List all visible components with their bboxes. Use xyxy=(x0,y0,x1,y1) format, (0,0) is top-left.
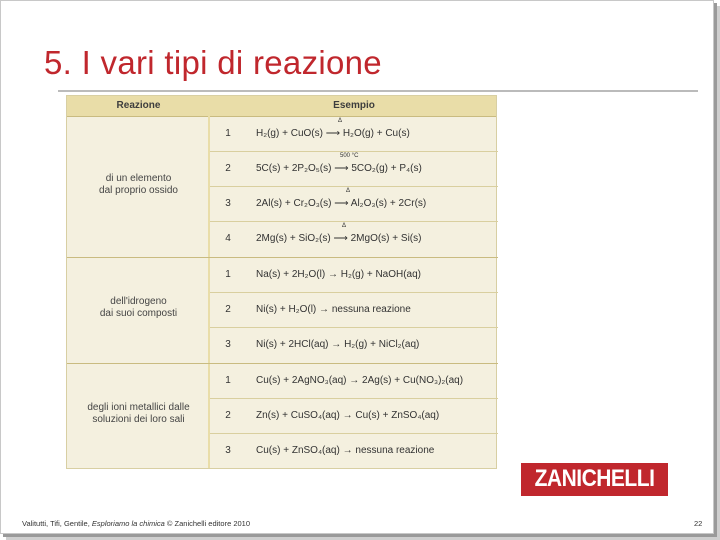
group-label-line: soluzioni dei loro sali xyxy=(92,414,185,425)
table-row xyxy=(210,187,498,222)
table-row xyxy=(210,222,498,257)
row-number: 4 xyxy=(225,233,231,244)
equation-text: Cu(s) + ZnSO₄(aq) → nessuna reazione xyxy=(256,445,435,456)
group-label-line: dai suoi composti xyxy=(99,308,178,319)
table-header xyxy=(67,96,496,117)
reaction-equation xyxy=(256,223,422,244)
header-esempio: Esempio xyxy=(333,100,375,111)
zanichelli-logo xyxy=(521,463,668,496)
footer-authors: Valitutti, Tifi, Gentile, xyxy=(22,519,92,528)
equation-text: 2Mg(s) + SiO₂(s) ⟶ 2MgO(s) + Si(s) xyxy=(256,233,422,244)
equation-text: Ni(s) + 2HCl(aq) → H₂(g) + NiCl₂(aq) xyxy=(256,339,420,350)
reaction-equation xyxy=(256,339,419,350)
table-group-idrogeno xyxy=(67,258,498,364)
equation-text: Cu(s) + 2AgNO₃(aq) → 2Ag(s) + Cu(NO₃)₂(aq) xyxy=(256,375,464,386)
equation-text: 2Al(s) + Cr₂O₃(s) ⟶ Al₂O₃(s) + 2Cr(s) xyxy=(256,198,427,209)
table-row xyxy=(210,117,498,152)
row-number: 1 xyxy=(225,375,231,386)
table-row xyxy=(210,258,498,293)
reaction-condition: Δ xyxy=(342,223,347,229)
equation-text: Na(s) + 2H₂O(l) → H₂(g) + NaOH(aq) xyxy=(256,269,422,280)
footer-book-title: Esploriamo la chimica xyxy=(91,519,165,528)
row-number: 1 xyxy=(225,269,231,280)
group-label xyxy=(67,296,210,320)
table-row xyxy=(210,293,498,328)
group-label xyxy=(67,402,210,426)
table-row xyxy=(210,434,498,469)
reaction-condition: Δ xyxy=(338,118,343,124)
row-number: 3 xyxy=(225,445,231,456)
equation-text: 5C(s) + 2P₂O₅(s) ⟶ 5CO₂(g) + P₄(s) xyxy=(256,163,422,174)
footer-credits xyxy=(22,519,250,528)
row-number: 2 xyxy=(225,410,231,421)
page-number: 22 xyxy=(694,519,703,528)
table-group-ioni xyxy=(67,364,498,469)
footer-publisher: © Zanichelli editore 2010 xyxy=(164,519,251,528)
logo-text: ZANICHELLI xyxy=(534,465,655,492)
row-number: 2 xyxy=(225,304,231,315)
group-label-line: dal proprio ossido xyxy=(99,185,178,196)
reaction-condition: Δ xyxy=(346,188,351,194)
title-divider xyxy=(58,90,698,92)
group-label-line: degli ioni metallici dalle xyxy=(87,402,190,413)
reaction-equation xyxy=(256,304,411,315)
equation-text: Zn(s) + CuSO₄(aq) → Cu(s) + ZnSO₄(aq) xyxy=(256,410,440,421)
reaction-equation xyxy=(256,410,439,421)
group-label xyxy=(67,173,210,197)
reaction-equation xyxy=(256,118,410,139)
reaction-equation xyxy=(256,375,463,386)
row-number: 1 xyxy=(225,128,231,139)
equation-text: Ni(s) + H₂O(l) → nessuna reazione xyxy=(256,304,411,315)
table-row xyxy=(210,399,498,434)
header-reazione: Reazione xyxy=(116,100,161,111)
reaction-condition: 500 °C xyxy=(340,153,359,159)
reaction-equation xyxy=(256,188,427,209)
group-label-line: dell'idrogeno xyxy=(110,296,167,307)
table-row xyxy=(210,328,498,363)
row-number: 2 xyxy=(225,163,231,174)
table-group-ossido xyxy=(67,117,498,258)
group-label-line: di un elemento xyxy=(105,173,172,184)
equation-text: H₂(g) + CuO(s) ⟶ H₂O(g) + Cu(s) xyxy=(256,128,410,139)
reaction-equation xyxy=(256,153,422,174)
table-row xyxy=(210,364,498,399)
table-row xyxy=(210,152,498,187)
row-number: 3 xyxy=(225,198,231,209)
row-number: 3 xyxy=(225,339,231,350)
reaction-table xyxy=(66,95,497,469)
reaction-equation xyxy=(256,269,421,280)
slide-title: 5. I vari tipi di reazione xyxy=(44,44,382,81)
reaction-equation xyxy=(256,445,434,456)
